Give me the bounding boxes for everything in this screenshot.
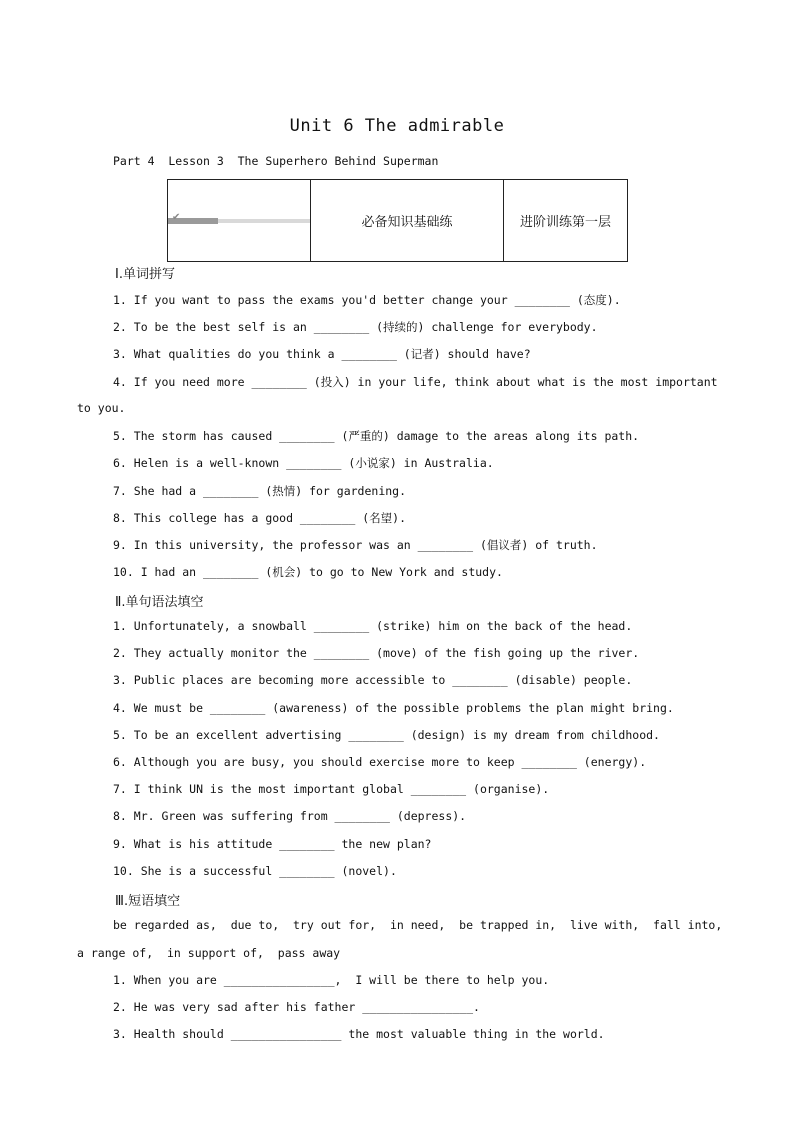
exercise-line: 2. To be the best self is an ________ (持续的) challenge for everybody. xyxy=(113,320,598,334)
phrase-bank: a range of, in support of, pass away xyxy=(77,946,341,960)
exercise-line: 7. I think UN is the most important global ________ (organise). xyxy=(113,782,550,796)
page-title: Unit 6 The admirable xyxy=(289,116,505,136)
exercise-line: to you. xyxy=(77,401,126,415)
exercise-line: 1. When you are ________________, I will be there to help you. xyxy=(113,973,550,987)
exercise-line: 1. If you want to pass the exams you'd better change your ________ (态度). xyxy=(113,293,621,307)
exercise-line: 10. I had an ________ (机会) to go to New York and study. xyxy=(113,565,503,579)
exercise-line: 4. We must be ________ (awareness) of the possible problems the plan might bring. xyxy=(113,701,674,715)
advanced-practice-cell: 进阶训练第一层 xyxy=(504,180,628,262)
exercise-line: 1. Unfortunately, a snowball ________ (strike) him on the back of the head. xyxy=(113,619,633,633)
exercise-line: 3. Public places are becoming more accessible to ________ (disable) people. xyxy=(113,673,633,687)
exercise-line: 5. The storm has caused ________ (严重的) damage to the areas along its path. xyxy=(113,429,640,443)
exercise-line: 2. He was very sad after his father ________________. xyxy=(113,1000,480,1014)
section-heading-grammar: Ⅱ.单句语法填空 xyxy=(115,595,204,610)
exercise-line: 4. If you need more ________ (投入) in your life, think about what is the most important xyxy=(113,375,718,389)
progress-bar xyxy=(168,211,310,225)
exercise-line: 6. Although you are busy, you should exercise more to keep ________ (energy). xyxy=(113,755,647,769)
exercise-line: 9. What is his attitude ________ the new plan? xyxy=(113,837,432,851)
exercise-line: 6. Helen is a well-known ________ (小说家) in Australia. xyxy=(113,456,494,470)
exercise-line: 8. This college has a good ________ (名望). xyxy=(113,511,407,525)
exercise-line: 5. To be an excellent advertising ________ (design) is my dream from childhood. xyxy=(113,728,660,742)
section-heading-phrases: Ⅲ.短语填空 xyxy=(115,894,181,909)
exercise-line: 7. She had a ________ (热情) for gardening. xyxy=(113,484,407,498)
exercise-line: 8. Mr. Green was suffering from ________ (depress). xyxy=(113,809,467,823)
exercise-line: 10. She is a successful ________ (novel). xyxy=(113,864,397,878)
exercise-line: 3. What qualities do you think a ________ (记者) should have? xyxy=(113,347,531,361)
check-icon: ✔ xyxy=(172,211,181,223)
phrase-bank: be regarded as, due to, try out for, in need, be trapped in, live with, fall into, xyxy=(113,918,723,932)
exercise-line: 9. In this university, the professor was an ________ (倡议者) of truth. xyxy=(113,538,598,552)
header-table xyxy=(167,179,628,262)
section-heading-spelling: Ⅰ.单词拼写 xyxy=(115,267,175,282)
exercise-line: 2. They actually monitor the ________ (move) of the fish going up the river. xyxy=(113,646,640,660)
lesson-subtitle: Part 4 Lesson 3 The Superhero Behind Superman xyxy=(113,154,439,168)
exercise-line: 3. Health should ________________ the most valuable thing in the world. xyxy=(113,1027,605,1041)
progress-cell xyxy=(168,180,311,262)
basic-practice-cell: 必备知识基础练 xyxy=(311,180,504,262)
